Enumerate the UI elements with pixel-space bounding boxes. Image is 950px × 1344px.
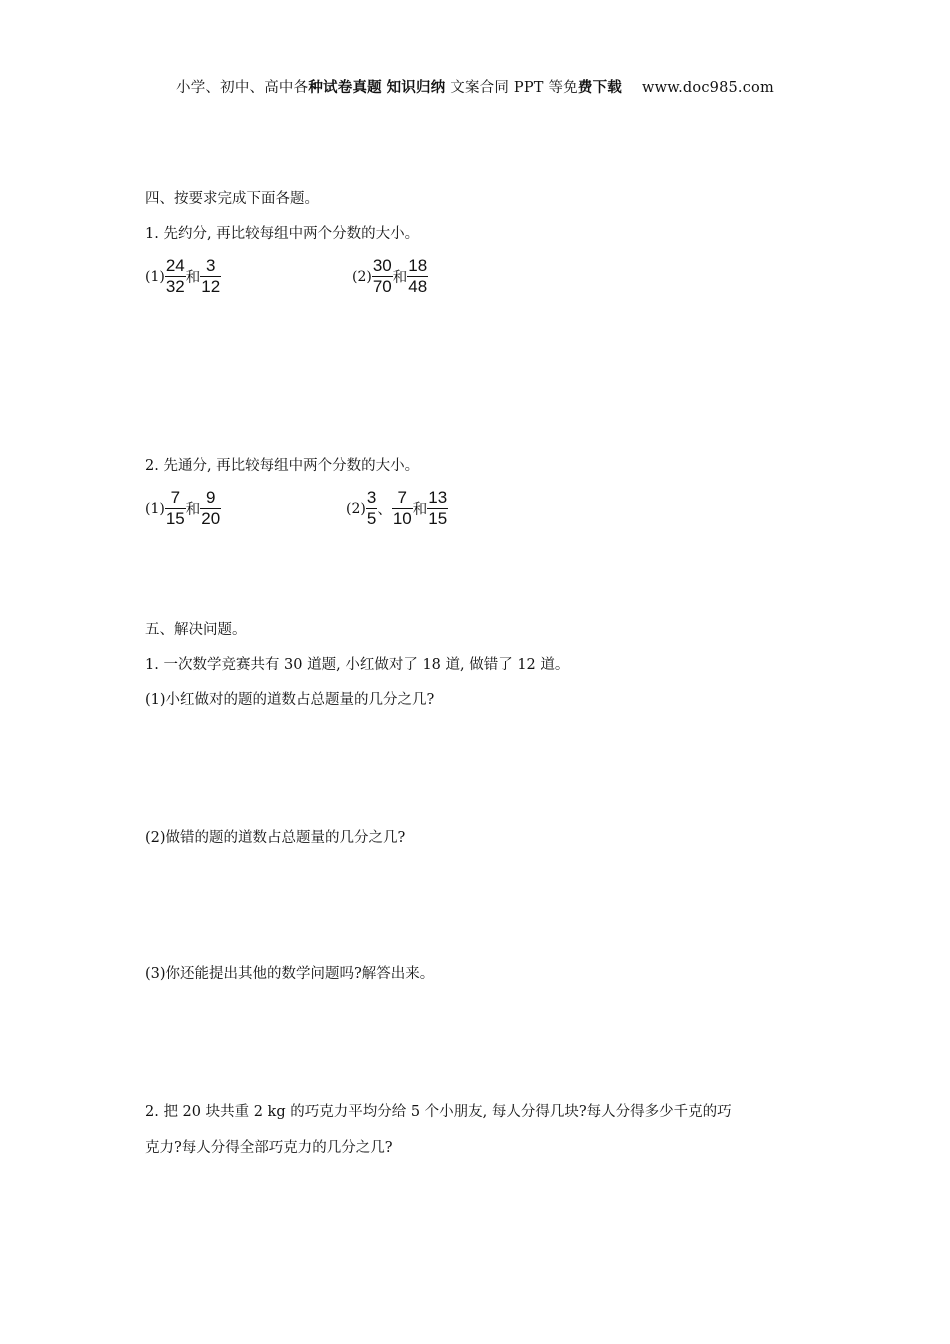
section-4-title: 四、按要求完成下面各题。 (145, 191, 319, 207)
fraction (427, 488, 448, 529)
conjunction: 和 (392, 270, 408, 286)
item-label: (1) (145, 268, 165, 285)
fraction (165, 256, 186, 297)
header-bold-text: 费下载 (577, 79, 622, 96)
fraction (366, 488, 377, 529)
numerator: 7 (397, 488, 407, 507)
fraction (200, 488, 221, 529)
question-4-1-a (145, 256, 221, 297)
header-bold-text: 种试卷真题 (308, 79, 382, 96)
denominator: 15 (165, 509, 185, 528)
conjunction: 和 (412, 502, 428, 518)
question-4-2-a (145, 488, 221, 529)
question-5-2-line1: 2. 把 20 块共重 2 kg 的巧克力平均分给 5 个小朋友, 每人分得几块?每人分得多少千克的巧 (145, 1104, 732, 1120)
section-5-title: 五、解决问题。 (145, 622, 247, 638)
numerator: 9 (205, 488, 216, 507)
question-5-1-text: 1. 一次数学竞赛共有 30 道题, 小红做对了 18 道, 做错了 12 道。 (145, 657, 570, 673)
header-text: 文案合同 PPT 等免 (445, 80, 578, 96)
fraction (165, 488, 186, 529)
denominator: 15 (428, 509, 448, 528)
numerator: 3 (205, 256, 216, 275)
numerator: 7 (170, 488, 181, 507)
numerator: 24 (165, 256, 185, 275)
item-label: (2) (352, 268, 372, 285)
numerator: 18 (408, 256, 428, 275)
conjunction: 和 (185, 270, 201, 286)
question-5-1-2: (2)做错的题的道数占总题量的几分之几? (145, 830, 406, 846)
header-bold-text: 知识归纳 (386, 79, 446, 96)
denominator: 12 (201, 277, 221, 296)
fraction (372, 256, 393, 297)
numerator: 3 (366, 488, 377, 507)
denominator: 5 (366, 509, 377, 528)
header-site-link[interactable]: www.doc985.com (642, 80, 774, 96)
question-4-1-text: 1. 先约分, 再比较每组中两个分数的大小。 (145, 226, 420, 242)
question-4-2-text: 2. 先通分, 再比较每组中两个分数的大小。 (145, 458, 420, 474)
fraction (200, 256, 221, 297)
question-5-2-line2: 克力?每人分得全部巧克力的几分之几? (145, 1140, 393, 1156)
separator: 、 (377, 502, 392, 518)
fraction (392, 488, 413, 529)
denominator: 10 (392, 509, 412, 528)
header-text: 小学、初中、高中各 (176, 80, 309, 96)
question-4-2-b (346, 488, 448, 529)
item-label: (1) (145, 500, 165, 517)
numerator: 13 (428, 488, 448, 507)
page-header (0, 76, 950, 97)
question-5-1-3: (3)你还能提出其他的数学问题吗?解答出来。 (145, 966, 435, 982)
conjunction: 和 (185, 502, 201, 518)
denominator: 48 (408, 277, 428, 296)
question-4-1-b (352, 256, 428, 297)
denominator: 20 (201, 509, 221, 528)
question-5-1-1: (1)小红做对的题的道数占总题量的几分之几? (145, 692, 435, 708)
fraction (407, 256, 428, 297)
item-label: (2) (346, 500, 366, 517)
numerator: 30 (372, 256, 392, 275)
denominator: 32 (165, 277, 185, 296)
denominator: 70 (372, 277, 392, 296)
